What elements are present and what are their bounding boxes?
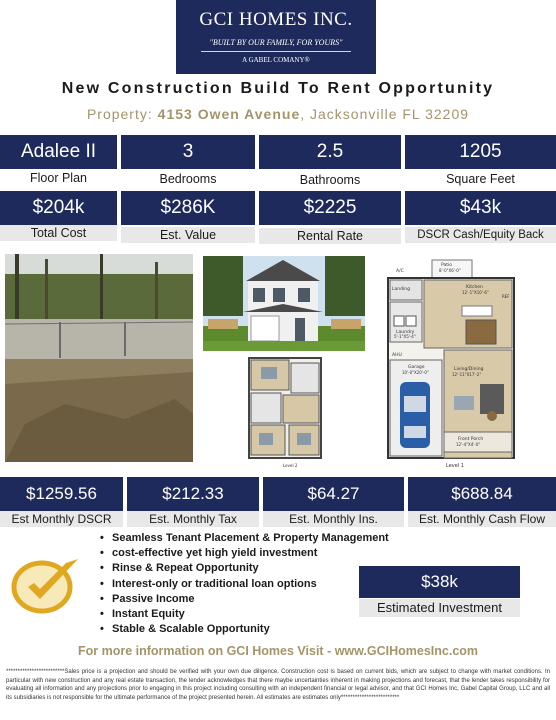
total-cost-value: $204k: [0, 191, 117, 225]
logo-sub: A GABEL COMANY®: [242, 56, 310, 64]
house-rendering: [203, 256, 365, 351]
property-city: , Jacksonville FL 32209: [300, 106, 470, 122]
page-title: New Construction Build To Rent Opportunity: [61, 80, 495, 97]
monthly-dscr-value: $1259.56: [0, 477, 123, 511]
property-label: Property:: [86, 106, 153, 122]
level-1-floor-plan: [384, 256, 530, 470]
benefit-item: • Seamless Tenant Placement & Property Management: [100, 531, 400, 546]
monthly-cash-flow-label: Est. Monthly Cash Flow: [408, 511, 556, 527]
square-feet-value: 1205: [405, 135, 556, 169]
level-2-floor-plan: [239, 353, 329, 471]
ac-label: A/C: [396, 269, 404, 274]
benefits-list: [100, 531, 400, 637]
rental-rate-value: $2225: [259, 191, 401, 225]
ahu-label: AHU: [392, 353, 402, 358]
laundry-label: Laundry: [396, 330, 415, 335]
level-1-caption: Level 1: [446, 463, 464, 469]
benefit-item: • Passive Income: [100, 592, 400, 607]
bathrooms-value: 2.5: [259, 135, 401, 169]
total-cost-label: Total Cost: [0, 225, 117, 241]
dscr-cash-label: DSCR Cash/Equity Back: [405, 227, 556, 243]
checkmark-icon: [10, 553, 84, 615]
benefit-item: • Instant Equity: [100, 607, 400, 622]
logo-divider: [201, 51, 351, 52]
bedrooms-label: Bedrooms: [159, 172, 217, 186]
benefit-item: • Stable & Scalable Opportunity: [100, 622, 400, 637]
patio-dim: 8'-0"X6'-0": [439, 268, 461, 273]
patio-label: Patio: [441, 263, 453, 268]
estimated-investment-label: Estimated Investment: [359, 599, 520, 617]
floor-plan-label: Floor Plan: [30, 171, 87, 185]
laundry-dim: 5'-1"X5'-4": [394, 334, 416, 339]
disclaimer: *************************Sales price is a projection and should be verified with your own due diligence. Construction cost is based on current bids, which are subject to change with market conditions. In particular with new construction and any real estate transaction, the lender acknowledges that there maybe uncertainties inherent in making projections and forecast, that the lender takes responsibility for evaluating all information and any projections prior to engaging in this project including consulting with an independent financial or legal advisor, and that GCI Homes Inc, Gabel Capital Group, LLC and all its subsidiaries is not responsible for the ultimate performance of the project presented herein. All estimates are estimates only*************************: [6, 669, 550, 702]
monthly-tax-value: $212.33: [127, 477, 259, 511]
monthly-ins-value: $64.27: [263, 477, 404, 511]
floor-plan-value: Adalee II: [0, 135, 117, 169]
front-porch-dim: 12'-4"X4'-0": [456, 442, 481, 447]
rental-rate-label: Rental Rate: [259, 228, 401, 244]
logo-name: GCI HOMES INC.: [199, 9, 353, 30]
kitchen-dim: 12'-1"X10'-6": [462, 290, 489, 295]
benefit-item: • cost-effective yet high yield investment: [100, 546, 400, 561]
property-street: 4153 Owen Avenue: [157, 106, 301, 122]
square-feet-label: Square Feet: [446, 172, 515, 186]
company-logo: [176, 0, 376, 74]
est-value-label: Est. Value: [121, 227, 255, 243]
lot-photo: [5, 254, 193, 462]
monthly-ins-label: Est. Monthly Ins.: [263, 511, 404, 527]
level-2-caption: Level 2: [283, 463, 298, 468]
front-porch-label: Front Porch: [458, 437, 484, 442]
estimated-investment-value: $38k: [359, 566, 520, 598]
garage-label: Garage: [408, 365, 425, 370]
est-value-value: $286K: [121, 191, 255, 225]
garage-dim: 10'-0"X20'-0": [402, 370, 429, 375]
monthly-tax-label: Est. Monthly Tax: [127, 511, 259, 527]
property-address: [0, 106, 556, 122]
living-dim: 12'-11"X17'-2": [452, 372, 482, 377]
monthly-dscr-label: Est Monthly DSCR: [0, 511, 123, 527]
footer-website-link[interactable]: For more information on GCI Homes Visit - www.GCIHomesInc.com: [77, 644, 479, 658]
landing-label: Landing: [392, 287, 410, 292]
bathrooms-label: Bathrooms: [299, 173, 361, 187]
kitchen-label: Kitchen: [466, 285, 483, 290]
living-label: Living/Dining: [454, 367, 484, 372]
monthly-cash-flow-value: $688.84: [408, 477, 556, 511]
benefit-item: • Rinse & Repeat Opportunity: [100, 561, 400, 576]
logo-tagline: "BUILT BY OUR FAMILY, FOR YOURS": [209, 38, 343, 47]
dscr-cash-value: $43k: [405, 191, 556, 225]
ref-label: REF: [502, 294, 510, 299]
bedrooms-value: 3: [121, 135, 255, 169]
benefit-item: • Interest-only or traditional loan options: [100, 577, 400, 592]
